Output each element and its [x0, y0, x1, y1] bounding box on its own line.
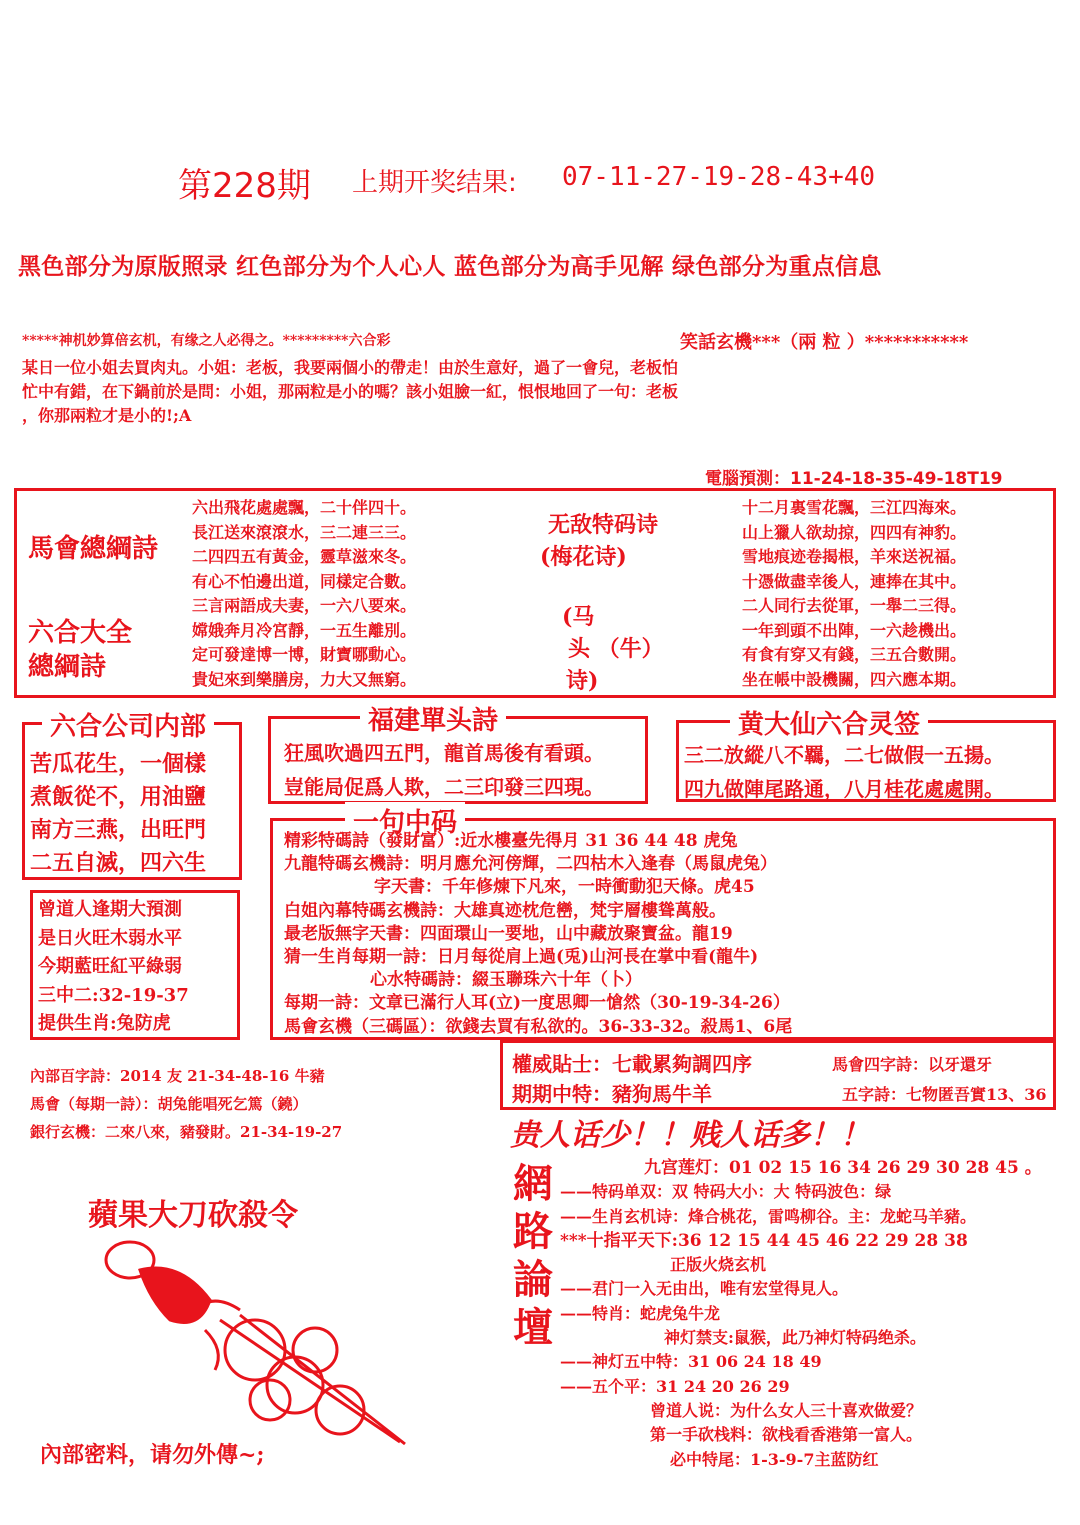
yiju-line: 馬會玄機（三碼區）：欲錢去買有私欲的。36-33-32。殺馬1、6尾 — [284, 1016, 793, 1037]
poem-left-column — [192, 496, 416, 692]
company-line: 南方三燕，出旺門 — [30, 817, 207, 843]
daoren-line: 提供生肖:兔防虎 — [38, 1013, 171, 1034]
poem-line: 一年到頭不出陣，一六趁機出。 — [742, 620, 967, 640]
yiju-line: 最老版無字天書：四面環山一要地，山中藏放聚寶盆。龍19 — [284, 923, 733, 944]
forum-vertical-title — [510, 1160, 556, 1352]
daoren-lines — [38, 896, 189, 1039]
forum-line: ——神灯五中特：31 06 24 18 49 — [560, 1352, 822, 1372]
daoren-line: 今期藍旺紅平綠弱 — [38, 956, 182, 977]
forum-char: 壇 — [513, 1304, 553, 1351]
mid-title-1: 无敌特码诗 — [548, 512, 659, 538]
forum-line: 九宫莲灯：01 02 15 16 34 26 29 30 28 45 。 — [644, 1158, 1042, 1178]
forum-line: ——五个平：31 24 20 26 29 — [560, 1376, 790, 1396]
label-liuhe-2: 總綱詩 — [28, 652, 107, 682]
forum-char: 網 — [513, 1160, 553, 1207]
poem-line: 有食有穿又有錢，三五合數開。 — [742, 645, 967, 664]
forum-line: ***十指平天下:36 12 15 44 45 46 22 29 28 38 — [560, 1230, 968, 1251]
baizi-lines — [30, 1062, 342, 1146]
poem-line: 二人同行去從軍，一舉二三得。 — [742, 596, 967, 615]
baizi-line: 內部百字詩：2014 友 21-34-48-16 牛豬 — [30, 1067, 325, 1085]
last-result-label: 上期开奖结果: — [352, 168, 517, 198]
forum-line: ——特肖：蛇虎兔牛龙 — [560, 1303, 721, 1323]
color-legend: 黑色部分为原版照录 红色部分为个人心人 蓝色部分为高手见解 绿色部分为重点信息 — [18, 254, 882, 280]
forum-line: 必中特尾：1-3-9-7主蓝防红 — [670, 1449, 879, 1469]
poem-line: 有心不怕邊出道，同樣定合數。 — [192, 571, 417, 591]
huang-title: 黄大仙六合灵签 — [730, 704, 928, 741]
slogan: 贵人话少！！贱人话多！！ — [510, 1118, 870, 1153]
apple-title: 蘋果大刀砍殺令 — [88, 1198, 298, 1233]
poem-line: 三言兩語成夫妻，一六八要來。 — [192, 596, 417, 615]
yiju-lines — [284, 830, 792, 1039]
poem-line: 定可發達博一博，財寶哪動心。 — [192, 645, 417, 664]
joke-line: 忙中有錯，在下鍋前於是問：小姐，那兩粒是小的嗎？該小姐臉一紅，恨恨地回了一句：老板 — [22, 382, 679, 401]
company-line: 二五自滅，四六生 — [30, 850, 207, 876]
fujian-title: 福建單头詩 — [360, 700, 506, 737]
label-liuhe-1: 六合大全 — [28, 618, 133, 648]
yiju-line: 心水特碼詩：綴玉聯珠六十年（卜） — [370, 970, 642, 991]
qiqi-zhongte: 期期中特：豬狗馬牛羊 — [512, 1082, 712, 1106]
yiju-line: 九龍特碼玄機詩：明月應允河傍輝，二四枯木入逢春（馬鼠虎兔） — [284, 854, 777, 875]
joke-body — [22, 356, 678, 428]
poem-line: 山上獵人欲劫掠，四四有神豹。 — [742, 522, 967, 542]
forum-line: 神灯禁支:鼠猴，此乃神灯特码绝杀。 — [664, 1328, 926, 1348]
mid-note-2: 头 （牛） — [568, 636, 664, 662]
yiju-line: 每期一詩：文章已滿行人耳(立)一度思卿一愴然（30-19-34-26） — [284, 993, 790, 1014]
huang-line: 四九做陣尾路通，八月桂花處處開。 — [684, 777, 1004, 801]
fujian-line: 狂風吹過四五門，龍首馬後有看頭。 — [284, 741, 604, 765]
huang-lines — [684, 738, 1004, 806]
mid-note-3: 诗) — [566, 668, 599, 694]
computer-prediction: 電腦預測：11-24-18-35-49-18T19 — [705, 469, 1003, 489]
apple-footer: 內部密料，请勿外傳~; — [40, 1442, 265, 1468]
joke-line: 某日一位小姐去買肉丸。小姐：老板，我要兩個小的帶走！由於生意好，過了一會兒，老板怕 — [22, 358, 679, 377]
forum-lines — [560, 1156, 1042, 1472]
joke-line: ，你那兩粒才是小的!;A — [22, 406, 192, 425]
yiju-title: 一句中码 — [345, 802, 465, 839]
baizi-line: 銀行玄機：二來八來，豬發財。21-34-19-27 — [30, 1123, 343, 1141]
poem-line: 十憑做盡幸後人，連捧在其中。 — [742, 571, 967, 591]
poem-line: 二四四五有黃金，靈草滋來冬。 — [192, 547, 417, 566]
poem-right-column — [742, 496, 966, 692]
forum-line: 第一手砍栈料：欲栈看香港第一富人。 — [650, 1425, 923, 1445]
poem-line: 長江送來滾滾水，三二連三三。 — [192, 522, 417, 542]
forum-line: 曾道人说：为什么女人三十喜欢做爱？ — [650, 1400, 923, 1420]
fujian-lines — [284, 736, 604, 804]
yiju-line: 精彩特碼詩（發財富）:近水樓臺先得月 31 36 44 48 虎兔 — [284, 831, 738, 851]
quanwei-tip: 權威貼士：七載累夠調四序 — [512, 1052, 752, 1076]
yiju-line: 白姐內幕特碼玄機詩：大雄真迹枕危巒，梵宇層樓聳萬般。 — [284, 900, 726, 921]
company-line: 苦瓜花生，一個樣 — [30, 751, 207, 777]
company-lines — [30, 748, 206, 880]
forum-line: ——君门一入无由出，唯有宏堂得見人。 — [560, 1279, 849, 1299]
poem-line: 坐在帳中設機關，四六應本期。 — [742, 669, 967, 689]
daoren-line: 是日火旺木弱水平 — [38, 927, 182, 949]
mahui-four-char: 馬會四字詩：以牙還牙 — [832, 1055, 993, 1074]
forum-line: ——生肖玄机诗：烽合桃花，雷鸣柳谷。主：龙蛇马羊豬。 — [560, 1206, 977, 1226]
daoren-line: 曾道人逢期大預測 — [38, 899, 182, 920]
label-mahui-poem: 馬會總綱詩 — [28, 534, 159, 564]
yiju-line: 字天書：千年修煉下凡來，一時衝動犯天條。虎45 — [374, 877, 755, 898]
five-char-poem: 五字詩：七物匿吾實13、36 — [842, 1085, 1047, 1104]
mid-title-2: (梅花诗) — [540, 544, 627, 570]
poem-line: 十二月裏雪花飄，三江四海來。 — [742, 498, 967, 517]
poem-line: 雪地痕迹卷揭根，羊來送祝福。 — [742, 547, 967, 566]
poem-line: 嫦娥奔月冷宮靜，一五生離別。 — [192, 620, 417, 640]
sword-handle — [140, 1268, 210, 1323]
forum-char: 論 — [513, 1256, 553, 1303]
poem-line: 六出飛花處處飄，二十伴四十。 — [192, 498, 417, 517]
baizi-line: 馬會（每期一詩）：胡兔能唱死乞篤（鐃） — [30, 1095, 308, 1113]
forum-line: ——特码单双：双 特码大小：大 特码波色：绿 — [560, 1182, 892, 1202]
sword-illustration — [40, 1220, 460, 1450]
forum-line: 正版火烧玄机 — [670, 1255, 767, 1275]
daoren-line: 三中二:32-19-37 — [38, 984, 189, 1006]
yiju-line: 猜一生肖每期一詩：日月每從肩上過(兎)山河長在掌中看(龍牛) — [284, 947, 759, 968]
poem-line: 貴妃來到樂膳房，力大又無窮。 — [192, 669, 417, 689]
joke-head-left: *****神机妙算倍玄机，有缘之人必得之。*********六合彩 — [22, 333, 391, 349]
huang-line: 三二放縱八不羈，二七做假一五揚。 — [684, 743, 1004, 767]
joke-head-right: 笑話玄機***（兩 粒 ）*********** — [680, 332, 969, 353]
last-result-numbers: 07-11-27-19-28-43+40 — [562, 162, 876, 192]
issue-number: 第228期 — [178, 166, 311, 206]
mid-note-1: (马 — [562, 604, 595, 630]
company-title: 六合公司内部 — [42, 706, 214, 743]
company-line: 煮飯從不，用油鹽 — [30, 784, 207, 810]
forum-char: 路 — [513, 1208, 553, 1255]
fujian-line: 豈能局促爲人欺，二三印發三四現。 — [284, 775, 604, 799]
